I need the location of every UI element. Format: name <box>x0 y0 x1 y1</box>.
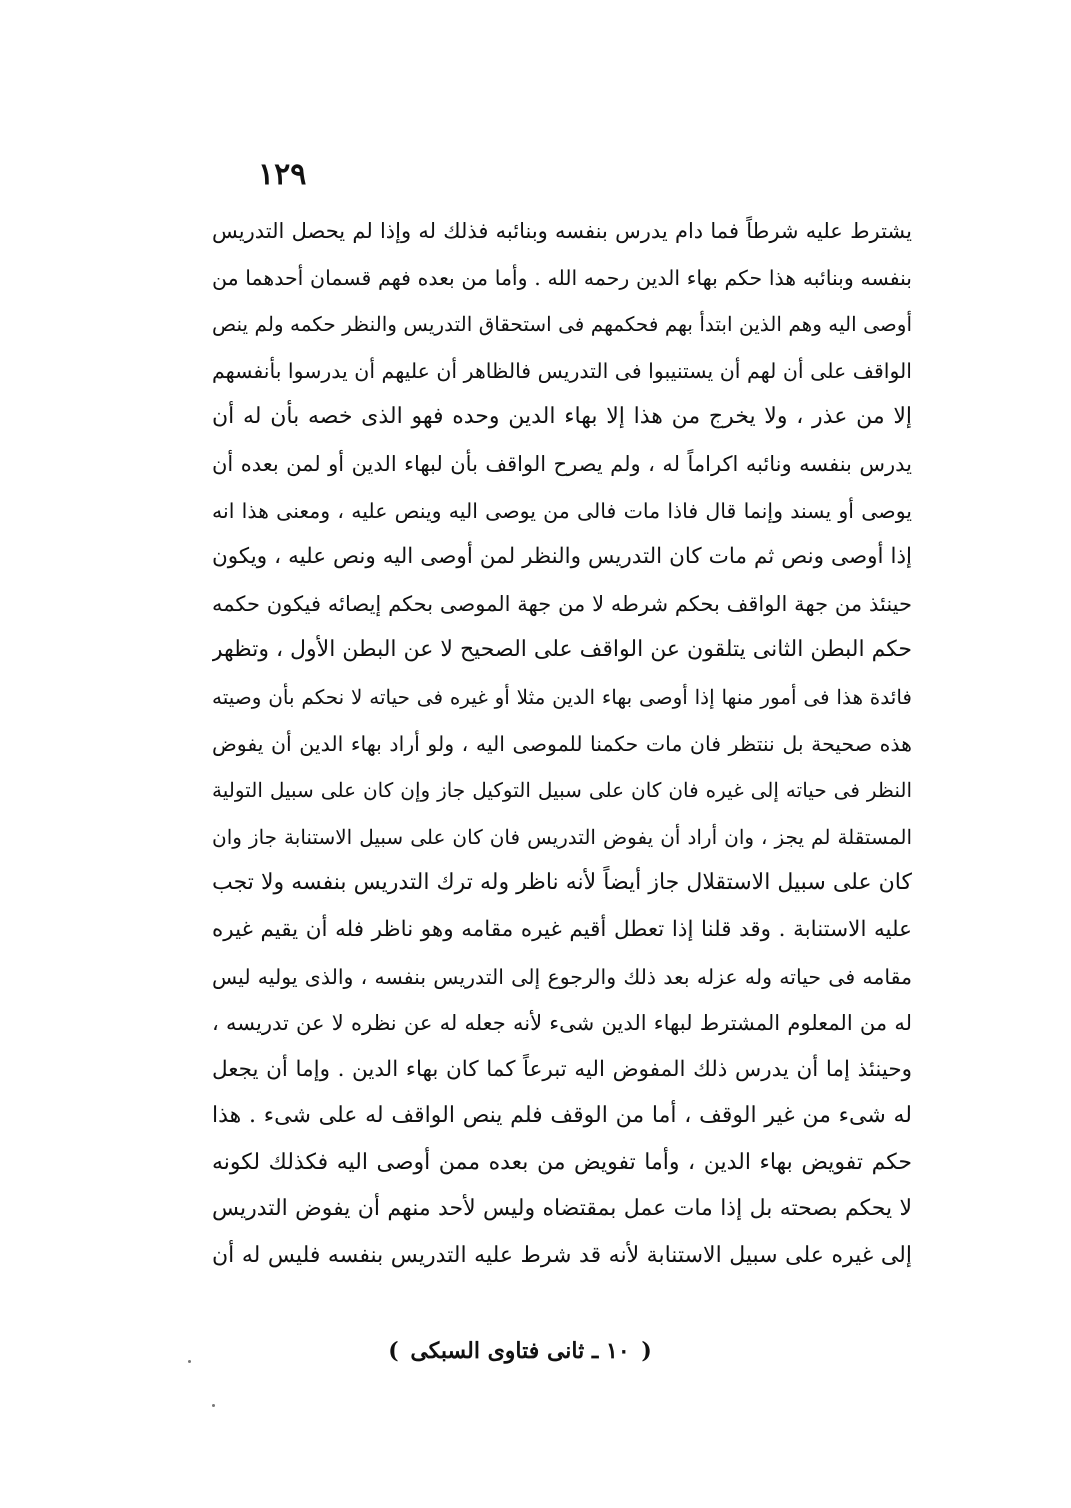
scan-speck <box>212 1404 215 1407</box>
text-line: أوصى اليه وهم الذين ابتدأ بهم فحكمهم فى استحقاق التدريس والنظر حكمه ولم ينص <box>212 312 912 337</box>
footer-caption <box>370 1338 670 1364</box>
text-line: له شىء من غير الوقف ، أما من الوقف فلم ينص الواقف له على شىء . هذا <box>212 1103 912 1129</box>
text-line: حكم تفويض بهاء الدين ، وأما تفويض من بعده ممن أوصى اليه فكذلك لكونه <box>212 1149 912 1175</box>
text-line: له من المعلوم المشترط لبهاء الدين شىء لأنه جعله له عن نظره لا عن تدريسه ، <box>212 1011 912 1036</box>
text-line: فائدة هذا فى أمور منها إذا أوصى بهاء الدين مثلا أو غيره فى حياته لا نحكم بأن وصيته <box>212 684 912 709</box>
footer-close-paren: ) <box>388 1338 399 1364</box>
scan-speck <box>188 1360 191 1363</box>
text-line: المستقلة لم يجز ، وان أراد أن يفوض التدريس فان كان على سبيل الاستنابة جاز وان <box>212 824 912 849</box>
footer-open-paren: ( <box>641 1338 652 1364</box>
text-line: هذه صحيحة بل ننتظر فان مات حكمنا للموصى اليه ، ولو أراد بهاء الدين أن يفوض <box>212 731 912 756</box>
text-line: بنفسه وبنائبه هذا حكم بهاء الدين رحمه الله . وأما من بعده فهم قسمان أحدهما من <box>212 265 912 290</box>
text-line: يوصى أو يسند وإنما قال فاذا مات فالى من يوصى اليه وينص عليه ، ومعنى هذا انه <box>212 498 912 523</box>
text-line: مقامه فى حياته وله عزله بعد ذلك والرجوع إلى التدريس بنفسه ، والذى يوليه ليس <box>212 964 912 989</box>
text-line: الواقف على أن لهم أن يستنيبوا فى التدريس فالظاهر أن عليهم أن يدرسوا بأنفسهم <box>212 358 912 383</box>
text-line: كان على سبيل الاستقلال جاز أيضاً لأنه ناظر وله ترك التدريس بنفسه ولا تجب <box>212 870 912 896</box>
text-line: يشترط عليه شرطاً فما دام يدرس بنفسه وبنائبه فذلك له وإذا لم يحصل التدريس <box>212 219 912 243</box>
page-number: ١٢٩ <box>258 157 307 192</box>
text-line: حكم البطن الثانى يتلقون عن الواقف على الصحيح لا عن البطن الأول ، وتظهر <box>212 637 912 663</box>
text-line: النظر فى حياته إلى غيره فان كان على سبيل التوكيل جاز وإن كان على سبيل التولية <box>212 778 912 803</box>
text-line: يدرس بنفسه ونائبه اكراماً له ، ولم يصرح الواقف بأن لبهاء الدين أو لمن بعده أن <box>212 451 912 476</box>
text-line: حينئذ من جهة الواقف بحكم شرطه لا من جهة الموصى بحكم إيصائه فيكون حكمه <box>212 591 912 616</box>
text-line: إلى غيره على سبيل الاستنابة لأنه قد شرط عليه التدريس بنفسه فليس له أن <box>212 1243 912 1269</box>
text-line: لا يحكم بصحته بل إذا مات عمل بمقتضاه وليس لأحد منهم أن يفوض التدريس <box>212 1196 912 1222</box>
footer-title: ١٠ ـ ثانى فتاوى السبكى <box>410 1338 630 1364</box>
body-text <box>212 208 912 1280</box>
text-line: إلا من عذر ، ولا يخرج من هذا إلا بهاء الدين وحده فهو الذى خصه بأن له أن <box>212 404 912 430</box>
text-line: عليه الاستنابة . وقد قلنا إذا تعطل أقيم غيره مقامه وهو ناظر فله أن يقيم غيره <box>212 916 912 942</box>
text-line: وحينئذ إما أن يدرس ذلك المفوض اليه تبرعاً كما كان بهاء الدين . وإما أن يجعل <box>212 1056 912 1082</box>
text-line: إذا أوصى ونص ثم مات كان التدريس والنظر لمن أوصى اليه ونص عليه ، ويكون <box>212 544 912 570</box>
